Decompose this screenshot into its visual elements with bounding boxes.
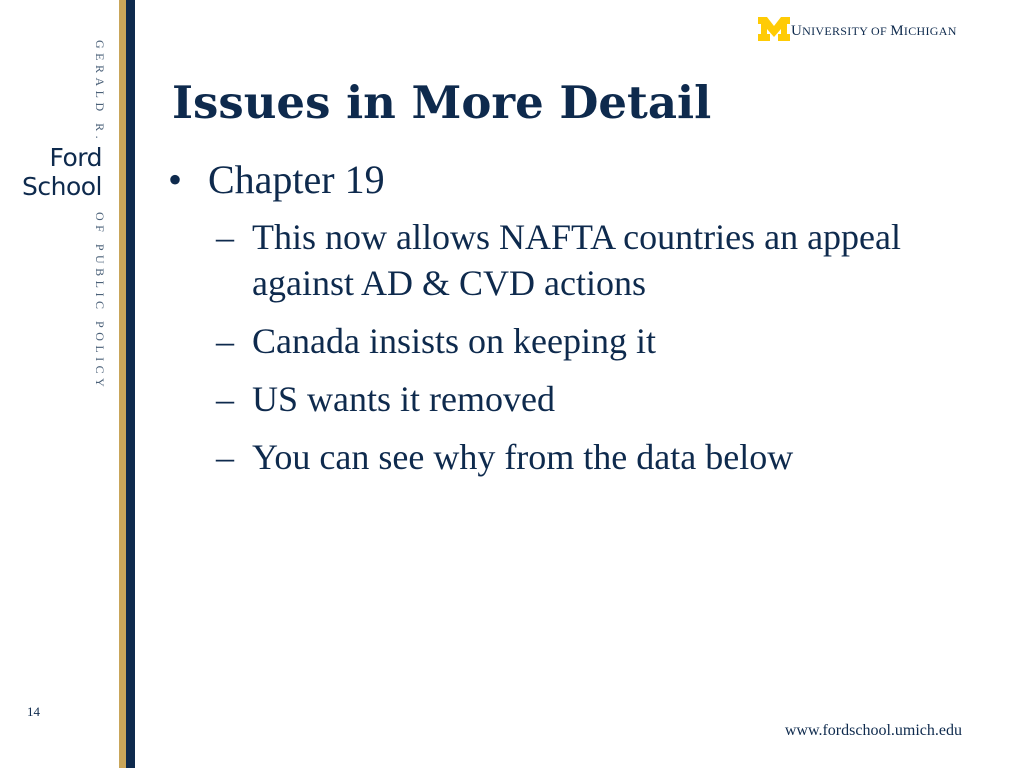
wordmark-public-policy: OF PUBLIC POLICY bbox=[93, 212, 107, 392]
wordmark-school: School bbox=[22, 172, 102, 201]
sub-bullet-text: Canada insists on keeping it bbox=[252, 321, 656, 361]
bullet-text: Chapter 19 bbox=[208, 157, 385, 202]
sidebar-gold-stripe bbox=[119, 0, 126, 768]
slide-title: Issues in More Detail bbox=[172, 76, 712, 129]
wordmark-gerald-r: GERALD R. bbox=[93, 40, 107, 144]
sub-bullet-item bbox=[216, 434, 988, 480]
sub-bullet-list bbox=[216, 214, 988, 480]
bullet-marker: • bbox=[168, 157, 183, 202]
sub-bullet-text: This now allows NAFTA countries an appeal against AD & CVD actions bbox=[252, 217, 902, 303]
sub-bullet-marker: – bbox=[216, 217, 234, 257]
sidebar-navy-stripe bbox=[126, 0, 135, 768]
university-name bbox=[791, 23, 957, 42]
sub-bullet-item bbox=[216, 214, 988, 306]
university-initial: U bbox=[791, 23, 803, 39]
sub-bullet-marker: – bbox=[216, 321, 234, 361]
sub-bullet-item bbox=[216, 318, 988, 364]
page-number: 14 bbox=[27, 704, 40, 719]
university-rest: NIVERSITY OF bbox=[802, 24, 891, 38]
wordmark-ford-school bbox=[22, 143, 102, 201]
wordmark-ford: Ford bbox=[49, 143, 102, 172]
sub-bullet-item bbox=[216, 376, 988, 422]
sub-bullet-text: US wants it removed bbox=[252, 379, 555, 419]
michigan-initial: M bbox=[890, 23, 904, 39]
bullet-list bbox=[168, 152, 988, 492]
block-m-icon bbox=[757, 16, 791, 42]
michigan-rest: ICHIGAN bbox=[903, 24, 957, 38]
sub-bullet-marker: – bbox=[216, 437, 234, 477]
bullet-item bbox=[168, 152, 988, 208]
university-of-michigan-logo bbox=[757, 16, 957, 42]
sub-bullet-text: You can see why from the data below bbox=[252, 437, 794, 477]
sub-bullet-marker: – bbox=[216, 379, 234, 419]
footer-url[interactable]: www.fordschool.umich.edu bbox=[784, 722, 962, 739]
